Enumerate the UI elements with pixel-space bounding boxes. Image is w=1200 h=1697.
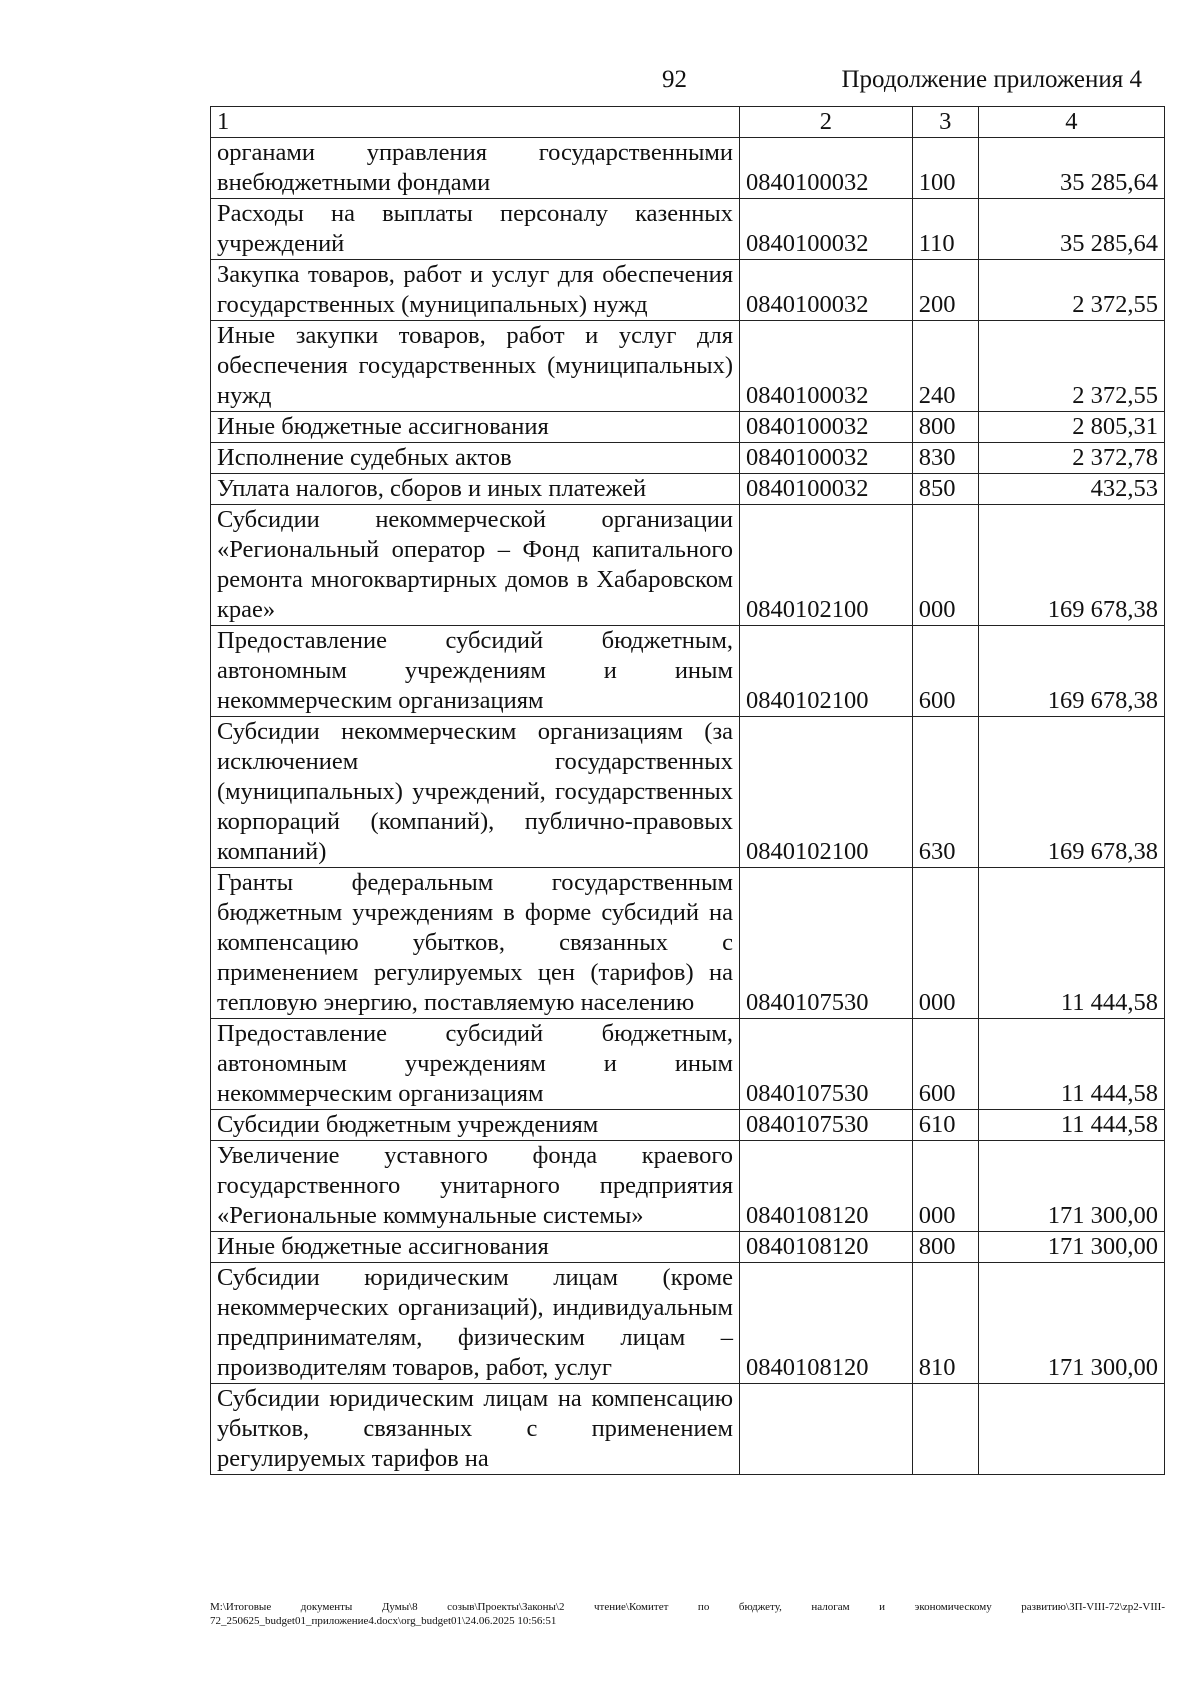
row-code [740,1384,913,1475]
row-code: 0840108120 [740,1232,913,1263]
row-amount: 171 300,00 [978,1232,1164,1263]
row-description: Субсидии некоммерческим организациям (за исключением государственных (муниципальных) учреждений, государственных корпораций (компаний), публично-правовых компаний) [211,717,740,868]
row-type: 600 [912,1019,978,1110]
row-amount: 2 372,55 [978,260,1164,321]
row-type [912,1384,978,1475]
row-description: Субсидии юридическим лицам (кроме некоммерческих организаций), индивидуальным предпринимателям, физическим лицам – производителям товаров, работ, услуг [211,1263,740,1384]
column-header: 3 [912,107,978,138]
table-row [211,199,1165,260]
file-path-footer: M:\Итоговые документы Думы\8 созыв\Проекты\Законы\2 чтение\Комитет по бюджету, налогам и экономическому развитию\ЗП-VIII-72\zp2-VIII-72_250625_budget01_приложение4.docx\org_budget01\24.06.2025 10:56:51 [210,1601,1165,1627]
row-type: 000 [912,1141,978,1232]
table-row [211,1110,1165,1141]
row-code: 0840108120 [740,1141,913,1232]
row-type: 610 [912,1110,978,1141]
row-amount: 11 444,58 [978,1019,1164,1110]
table-row [211,138,1165,199]
row-amount: 432,53 [978,474,1164,505]
row-code: 0840108120 [740,1263,913,1384]
table-row [211,412,1165,443]
row-description: Субсидии юридическим лицам на компенсацию убытков, связанных с применением регулируемых тарифов на [211,1384,740,1475]
row-amount: 35 285,64 [978,199,1164,260]
column-header: 2 [740,107,913,138]
row-type: 810 [912,1263,978,1384]
row-amount: 11 444,58 [978,1110,1164,1141]
row-type: 600 [912,626,978,717]
row-amount: 169 678,38 [978,505,1164,626]
row-amount: 2 372,55 [978,321,1164,412]
table-row [211,1019,1165,1110]
table-row [211,321,1165,412]
row-type: 000 [912,505,978,626]
row-type: 240 [912,321,978,412]
row-description: Субсидии бюджетным учреждениям [211,1110,740,1141]
column-header: 4 [978,107,1164,138]
row-description: Увеличение уставного фонда краевого государственного унитарного предприятия «Региональные коммунальные системы» [211,1141,740,1232]
row-type: 630 [912,717,978,868]
table-row [211,1384,1165,1475]
row-amount: 169 678,38 [978,626,1164,717]
table-row [211,717,1165,868]
table-row [211,1232,1165,1263]
row-code: 0840102100 [740,505,913,626]
row-type: 000 [912,868,978,1019]
table-row [211,505,1165,626]
row-amount: 2 805,31 [978,412,1164,443]
row-type: 100 [912,138,978,199]
table-row [211,1263,1165,1384]
row-code: 0840100032 [740,474,913,505]
row-amount: 11 444,58 [978,868,1164,1019]
table-row [211,443,1165,474]
page-number: 92 [662,66,687,93]
row-description: Гранты федеральным государственным бюджетным учреждениям в форме субсидий на компенсацию убытков, связанных с применением регулируемых цен (тарифов) на тепловую энергию, поставляемую населению [211,868,740,1019]
column-header: 1 [211,107,740,138]
row-type: 200 [912,260,978,321]
budget-table-body [211,107,1165,1475]
row-amount: 35 285,64 [978,138,1164,199]
row-code: 0840100032 [740,138,913,199]
row-amount: 169 678,38 [978,717,1164,868]
row-description: Уплата налогов, сборов и иных платежей [211,474,740,505]
table-row [211,626,1165,717]
row-description: Субсидии некоммерческой организации «Региональный оператор – Фонд капитального ремонта многоквартирных домов в Хабаровском крае» [211,505,740,626]
row-description: Иные бюджетные ассигнования [211,1232,740,1263]
row-type: 800 [912,1232,978,1263]
row-code: 0840100032 [740,260,913,321]
row-type: 850 [912,474,978,505]
row-code: 0840102100 [740,626,913,717]
row-description: Предоставление субсидий бюджетным, автономным учреждениям и иным некоммерческим организациям [211,1019,740,1110]
row-description: Иные закупки товаров, работ и услуг для обеспечения государственных (муниципальных) нужд [211,321,740,412]
row-description: Расходы на выплаты персоналу казенных учреждений [211,199,740,260]
table-header-row [211,107,1165,138]
row-code: 0840100032 [740,412,913,443]
table-row [211,474,1165,505]
row-code: 0840107530 [740,1110,913,1141]
row-description: Закупка товаров, работ и услуг для обеспечения государственных (муниципальных) нужд [211,260,740,321]
row-code: 0840107530 [740,1019,913,1110]
row-amount: 171 300,00 [978,1141,1164,1232]
row-type: 110 [912,199,978,260]
row-type: 830 [912,443,978,474]
row-code: 0840107530 [740,868,913,1019]
table-row [211,260,1165,321]
row-code: 0840100032 [740,321,913,412]
row-code: 0840100032 [740,199,913,260]
row-description: органами управления государственными внебюджетными фондами [211,138,740,199]
row-type: 800 [912,412,978,443]
row-code: 0840100032 [740,443,913,474]
row-description: Исполнение судебных актов [211,443,740,474]
row-description: Иные бюджетные ассигнования [211,412,740,443]
row-code: 0840102100 [740,717,913,868]
row-amount: 171 300,00 [978,1263,1164,1384]
page-caption: Продолжение приложения 4 [841,66,1142,93]
row-amount: 2 372,78 [978,443,1164,474]
row-description: Предоставление субсидий бюджетным, автономным учреждениям и иным некоммерческим организациям [211,626,740,717]
budget-table [210,106,1165,1475]
row-amount [978,1384,1164,1475]
table-row [211,868,1165,1019]
table-row [211,1141,1165,1232]
